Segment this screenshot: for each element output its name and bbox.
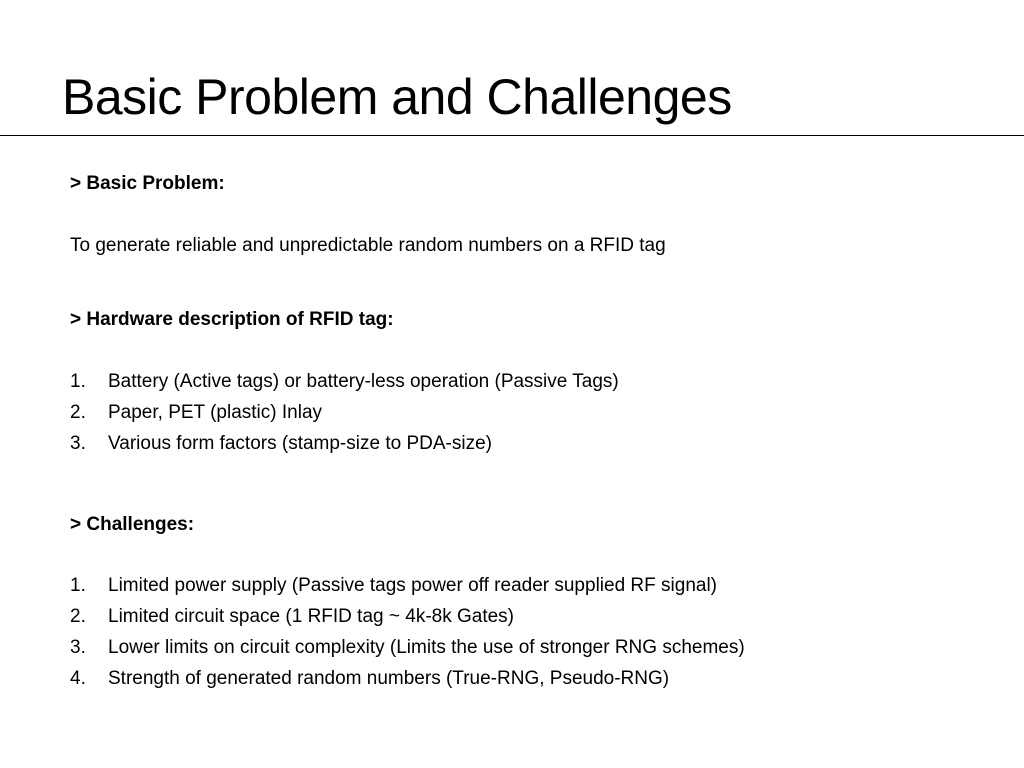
list-item — [70, 666, 745, 697]
list-item-text: Various form factors (stamp-size to PDA-size) — [108, 433, 492, 454]
slide-title: Basic Problem and Challenges — [62, 69, 732, 125]
list-item-number: 4. — [70, 668, 86, 689]
list-item — [70, 635, 745, 666]
list-item-number: 2. — [70, 402, 86, 423]
hardware-list — [70, 369, 619, 462]
challenges-list — [70, 573, 745, 697]
list-item — [70, 400, 619, 431]
hardware-description-heading: > Hardware description of RFID tag: — [70, 309, 394, 330]
list-item-text: Paper, PET (plastic) Inlay — [108, 402, 323, 423]
title-divider — [0, 135, 1024, 136]
list-item-text: Lower limits on circuit complexity (Limits the use of stronger RNG schemes) — [108, 637, 745, 658]
challenges-heading: > Challenges: — [70, 514, 195, 535]
list-item-text: Limited circuit space (1 RFID tag ~ 4k-8k Gates) — [108, 606, 515, 627]
list-item-text: Strength of generated random numbers (True-RNG, Pseudo-RNG) — [108, 668, 670, 689]
list-item — [70, 369, 619, 400]
list-item-number: 3. — [70, 637, 86, 658]
list-item — [70, 604, 745, 635]
list-item — [70, 431, 619, 462]
list-item-text: Battery (Active tags) or battery-less operation (Passive Tags) — [108, 371, 619, 392]
list-item-number: 1. — [70, 575, 86, 596]
list-item-number: 1. — [70, 371, 86, 392]
list-item-number: 3. — [70, 433, 86, 454]
basic-problem-text: To generate reliable and unpredictable random numbers on a RFID tag — [70, 235, 666, 256]
list-item-number: 2. — [70, 606, 86, 627]
list-item — [70, 573, 745, 604]
basic-problem-heading: > Basic Problem: — [70, 173, 225, 194]
list-item-text: Limited power supply (Passive tags power off reader supplied RF signal) — [108, 575, 718, 596]
